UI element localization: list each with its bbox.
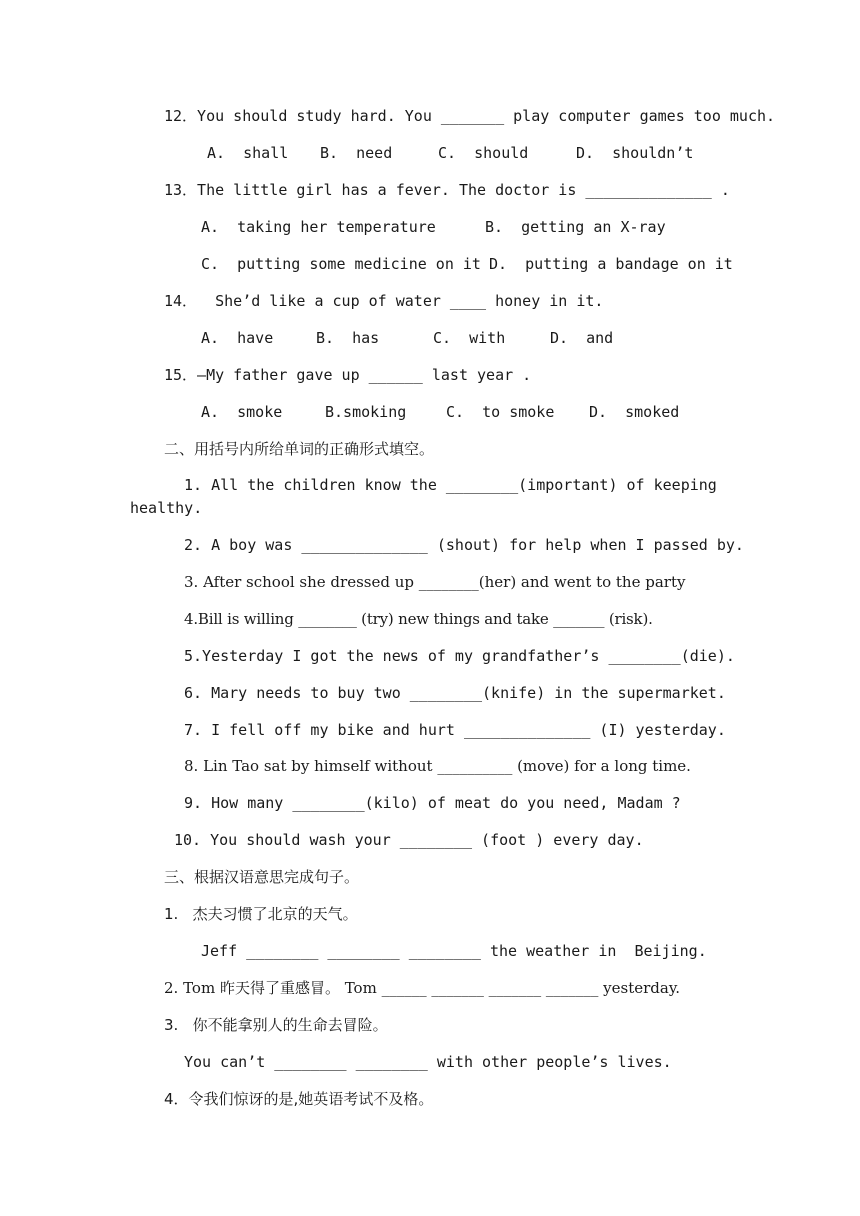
section-2-item: 1. All the children know the ________(important) of keeping: [184, 476, 717, 494]
question-14-option-c: C. with: [433, 329, 506, 347]
question-13-option-c: C. putting some medicine on it: [201, 255, 481, 273]
question-13-option-a: A. taking her temperature: [201, 218, 436, 236]
question-12-option-c: C. should: [438, 144, 529, 162]
question-12-option-b: B. need: [320, 144, 393, 162]
section-2-item: 5.Yesterday I got the news of my grandfather’s ________(die).: [184, 647, 735, 665]
section-2-item: 7. I fell off my bike and hurt ______________ (I) yesterday.: [184, 721, 726, 739]
section-2-item: 4.Bill is willing ________ (try) new things and take _______ (risk).: [184, 610, 653, 628]
question-13-option-b: B. getting an X-ray: [485, 218, 666, 236]
question-15-option-d: D. smoked: [589, 403, 680, 421]
section-2-item: 10. You should wash your ________ (foot ) every day.: [174, 831, 644, 849]
question-15-option-a: A. smoke: [201, 403, 283, 421]
section-2-item: 8. Lin Tao sat by himself without __________ (move) for a long time.: [184, 757, 691, 775]
question-14-option-b: B. has: [316, 329, 380, 347]
section-2-item: 2. A boy was ______________ (shout) for help when I passed by.: [184, 536, 744, 554]
question-14-option-d: D. and: [550, 329, 614, 347]
question-14-stem: 14． She’d like a cup of water ____ honey in it.: [164, 292, 604, 310]
section-2-item: 3. After school she dressed up ________(her) and went to the party: [184, 573, 686, 591]
question-13-option-d: D. putting a bandage on it: [489, 255, 733, 273]
section-2-item: 9. How many ________(kilo) of meat do you need, Madam ?: [184, 794, 681, 812]
question-14-option-a: A. have: [201, 329, 274, 347]
question-12-stem: 12．You should study hard. You _______ play computer games too much.: [164, 107, 776, 125]
section-3-item: 1. 杰夫习惯了北京的天气。: [164, 905, 358, 923]
section-3-item: Jeff ________ ________ ________ the weather in Beijing.: [201, 942, 707, 960]
question-12-option-a: A. shall: [207, 144, 289, 162]
question-15-stem: 15．—My father gave up ______ last year .: [164, 366, 532, 384]
section-2-item: healthy.: [130, 499, 203, 517]
section-2-heading: 二、用括号内所给单词的正确形式填空。: [164, 440, 435, 458]
question-12-option-d: D. shouldn’t: [576, 144, 694, 162]
section-3-item: 2. Tom 昨天得了重感冒。 Tom ______ _______ _______ _______ yesterday.: [164, 979, 681, 997]
question-13-stem: 13．The little girl has a fever. The doctor is ______________ .: [164, 181, 730, 199]
question-15-option-c: C. to smoke: [446, 403, 555, 421]
section-3-item: You can’t ________ ________ with other people’s lives.: [184, 1053, 672, 1071]
section-3-heading: 三、根据汉语意思完成句子。: [164, 868, 360, 886]
section-3-item: 4．令我们惊讶的是,她英语考试不及格。: [164, 1090, 434, 1108]
question-15-option-b: B.smoking: [325, 403, 407, 421]
section-3-item: 3. 你不能拿别人的生命去冒险。: [164, 1016, 388, 1034]
section-2-item: 6. Mary needs to buy two ________(knife) in the supermarket.: [184, 684, 726, 702]
